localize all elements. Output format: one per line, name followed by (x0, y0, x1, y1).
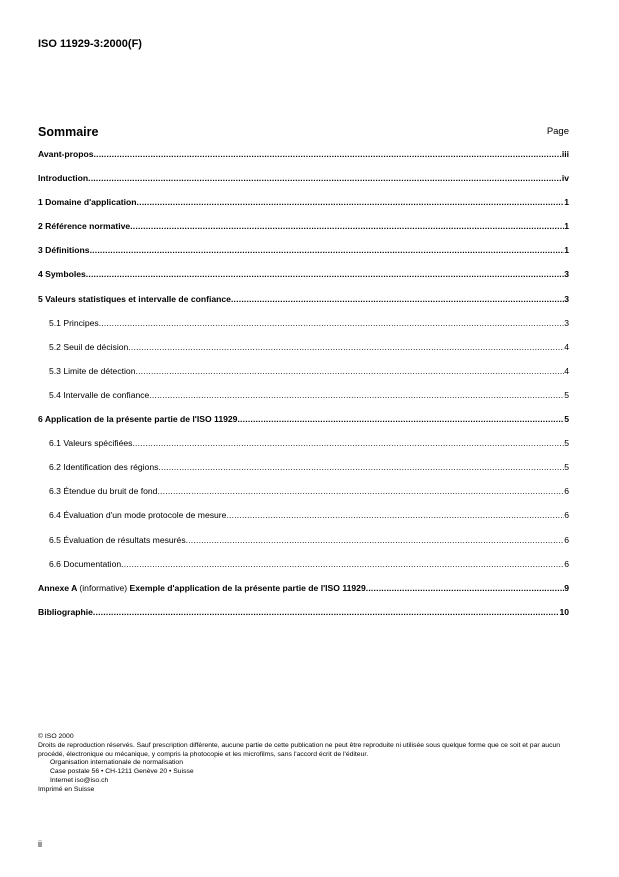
toc-leader (94, 149, 562, 159)
toc-entry-title: Avant-propos (38, 149, 94, 159)
toc-entry[interactable] (38, 245, 569, 269)
toc-entry-page: 5 (564, 462, 569, 473)
toc-leader (237, 414, 564, 424)
toc-entry-title: 5.3 Limite de détection (49, 365, 136, 376)
toc-leader (90, 245, 565, 255)
toc-entry-page: iv (561, 173, 569, 184)
toc-entry-title: 2 Référence normative (38, 221, 131, 232)
toc-entry[interactable] (38, 197, 569, 221)
toc-entry-title: 5.1 Principes (49, 317, 99, 328)
copyright-text: Droits de reproduction réservés. Sauf prescription différente, aucune partie de cette publication ne peut être reproduite ni utilisée sous quelque forme que ce soit et par aucun procédé, électronique ou mécanique, y compris la photocopie et les microfilms, sans l'accord écrit de l'éditeur. (38, 741, 561, 758)
printed-in: Imprimé en Suisse (38, 785, 95, 793)
toc-entry-page: 3 (564, 269, 569, 280)
toc-leader (157, 486, 564, 496)
toc-entry-page: iii (561, 149, 569, 159)
toc-entry-title: 5.2 Seuil de décision (49, 341, 129, 352)
toc-subentry[interactable] (38, 510, 569, 534)
toc-leader (149, 390, 564, 400)
toc-entry-title: 6.2 Identification des régions (49, 462, 159, 473)
toc-entry-title: 5 Valeurs statistiques et intervalle de confiance (38, 293, 231, 304)
page-number: ii (38, 839, 42, 849)
toc-entry[interactable] (38, 269, 569, 293)
toc-entry-title: 1 Domaine d'application (38, 197, 137, 208)
toc-entry-title: Introduction (38, 173, 89, 184)
annex-label: Annexe A (38, 582, 80, 593)
toc-subentry[interactable] (38, 342, 569, 366)
toc-entry-page: 5 (564, 414, 569, 425)
toc-entry-title (38, 583, 366, 593)
toc-entry-title: 3 Définitions (38, 245, 90, 256)
toc-entry-page: 5 (564, 438, 569, 449)
toc-entry-page: 6 (564, 510, 569, 521)
publisher-name: Organisation internationale de normalisation (50, 759, 183, 767)
toc-title: Sommaire (38, 125, 99, 139)
annex-title: Exemple d'application de la présente partie de l'ISO 11929 (129, 582, 366, 593)
toc-entry-page: 6 (564, 558, 569, 569)
annex-status: (informative) (79, 582, 130, 593)
toc-entry-page: 1 (564, 221, 569, 232)
toc-entry[interactable] (38, 414, 569, 438)
toc-entry-title: 6.4 Évaluation d'un mode protocole de mesure (49, 510, 227, 521)
toc-leader (158, 462, 564, 472)
publisher-internet: Internet iso@iso.ch (50, 776, 109, 784)
toc-entry-title: 4 Symboles (38, 269, 86, 280)
toc-entry-page: 6 (564, 534, 569, 545)
toc-subentry[interactable] (38, 486, 569, 510)
toc-entry-page: 4 (564, 341, 569, 352)
publisher-address: Case postale 56 • CH-1211 Genève 20 • Suisse (50, 768, 194, 776)
toc-page-label: Page (546, 126, 569, 137)
toc-entry-page: 6 (564, 486, 569, 497)
toc-leader (132, 438, 564, 448)
toc-leader (231, 294, 564, 304)
toc-subentry[interactable] (38, 535, 569, 559)
toc-entry[interactable] (38, 173, 569, 197)
toc-entry-title: 6.3 Étendue du bruit de fond (49, 486, 158, 497)
toc-entry-title: 6 Application de la présente partie de l'ISO 11929 (38, 414, 238, 425)
toc-entry-page: 4 (564, 365, 569, 376)
toc-entry-title: 5.4 Intervalle de confiance (49, 389, 150, 400)
toc-subentry[interactable] (38, 559, 569, 583)
toc-leader (86, 269, 564, 279)
toc-leader (130, 221, 564, 231)
toc-leader (99, 318, 565, 328)
toc-entry-page: 1 (564, 197, 569, 208)
toc-subentry[interactable] (38, 462, 569, 486)
copyright-line: © ISO 2000 (38, 733, 74, 740)
toc-leader (121, 559, 564, 569)
toc-entry-title: 6.1 Valeurs spécifiées (49, 438, 133, 449)
toc-entry-page: 5 (564, 389, 569, 400)
toc-subentry[interactable] (38, 366, 569, 390)
toc-leader (88, 173, 562, 183)
toc-leader (226, 510, 564, 520)
toc-heading (38, 125, 569, 141)
toc-entry[interactable] (38, 294, 569, 318)
table-of-contents (38, 149, 569, 631)
toc-leader (366, 583, 564, 593)
toc-leader (128, 342, 564, 352)
toc-entry-page: 10 (559, 606, 569, 617)
toc-entry-page: 9 (564, 582, 569, 593)
toc-subentry[interactable] (38, 438, 569, 462)
copyright-notice (38, 733, 578, 795)
toc-entry-title: Bibliographie (38, 606, 93, 617)
toc-entry-annex[interactable] (38, 583, 569, 607)
toc-entry[interactable] (38, 149, 569, 173)
toc-entry-page: 1 (564, 245, 569, 256)
toc-entry[interactable] (38, 221, 569, 245)
toc-leader (93, 607, 560, 617)
toc-entry-title: 6.6 Documentation (49, 558, 122, 569)
toc-entry-page: 3 (564, 293, 569, 304)
toc-entry-title: 6.5 Évaluation de résultats mesurés (49, 534, 186, 545)
toc-entry-page: 3 (564, 317, 569, 328)
toc-leader (186, 535, 565, 545)
toc-leader (137, 197, 565, 207)
toc-leader (135, 366, 564, 376)
document-id: ISO 11929-3:2000(F) (38, 38, 142, 50)
toc-subentry[interactable] (38, 390, 569, 414)
toc-entry-bibliography[interactable] (38, 607, 569, 631)
toc-subentry[interactable] (38, 318, 569, 342)
